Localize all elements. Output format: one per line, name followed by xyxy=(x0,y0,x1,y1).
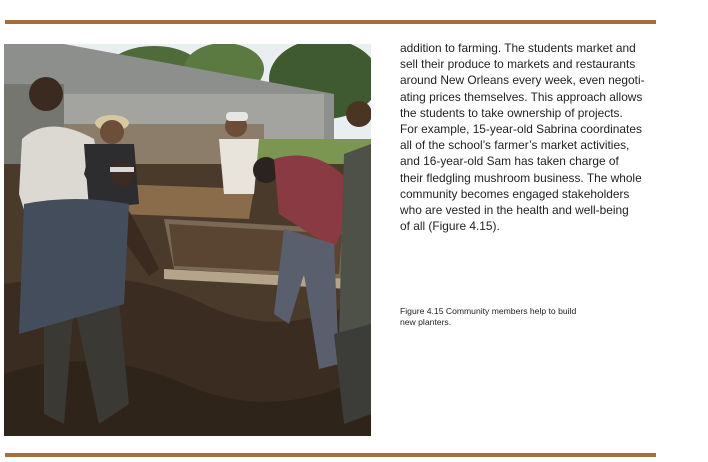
body-line: ating prices themselves. This approach allows xyxy=(400,89,643,104)
body-line: around New Orleans every week, even negoti- xyxy=(400,73,645,88)
body-line: the students to take ownership of projects. xyxy=(400,105,623,120)
body-line: sell their produce to markets and restaurants xyxy=(400,57,636,72)
caption-line: Figure 4.15 Community members help to build xyxy=(400,306,577,316)
figure-caption xyxy=(400,306,640,329)
top-rule xyxy=(5,20,656,24)
bottom-rule xyxy=(5,453,656,457)
caption-line: new planters. xyxy=(400,317,452,328)
body-line: For example, 15-year-old Sabrina coordinates xyxy=(400,122,642,137)
body-paragraph xyxy=(400,40,662,234)
body-line: addition to farming. The students market and xyxy=(400,41,636,55)
body-line: community becomes engaged stakeholders xyxy=(400,186,630,201)
body-line: all of the school’s farmer’s market activities, xyxy=(400,138,630,153)
figure-photo xyxy=(4,44,371,436)
body-line: of all (Figure 4.15). xyxy=(400,219,500,234)
body-line: their fledgling mushroom business. The whole xyxy=(400,170,642,185)
body-line: and 16-year-old Sam has taken charge of xyxy=(400,154,619,169)
body-line: who are vested in the health and well-being xyxy=(400,203,629,218)
